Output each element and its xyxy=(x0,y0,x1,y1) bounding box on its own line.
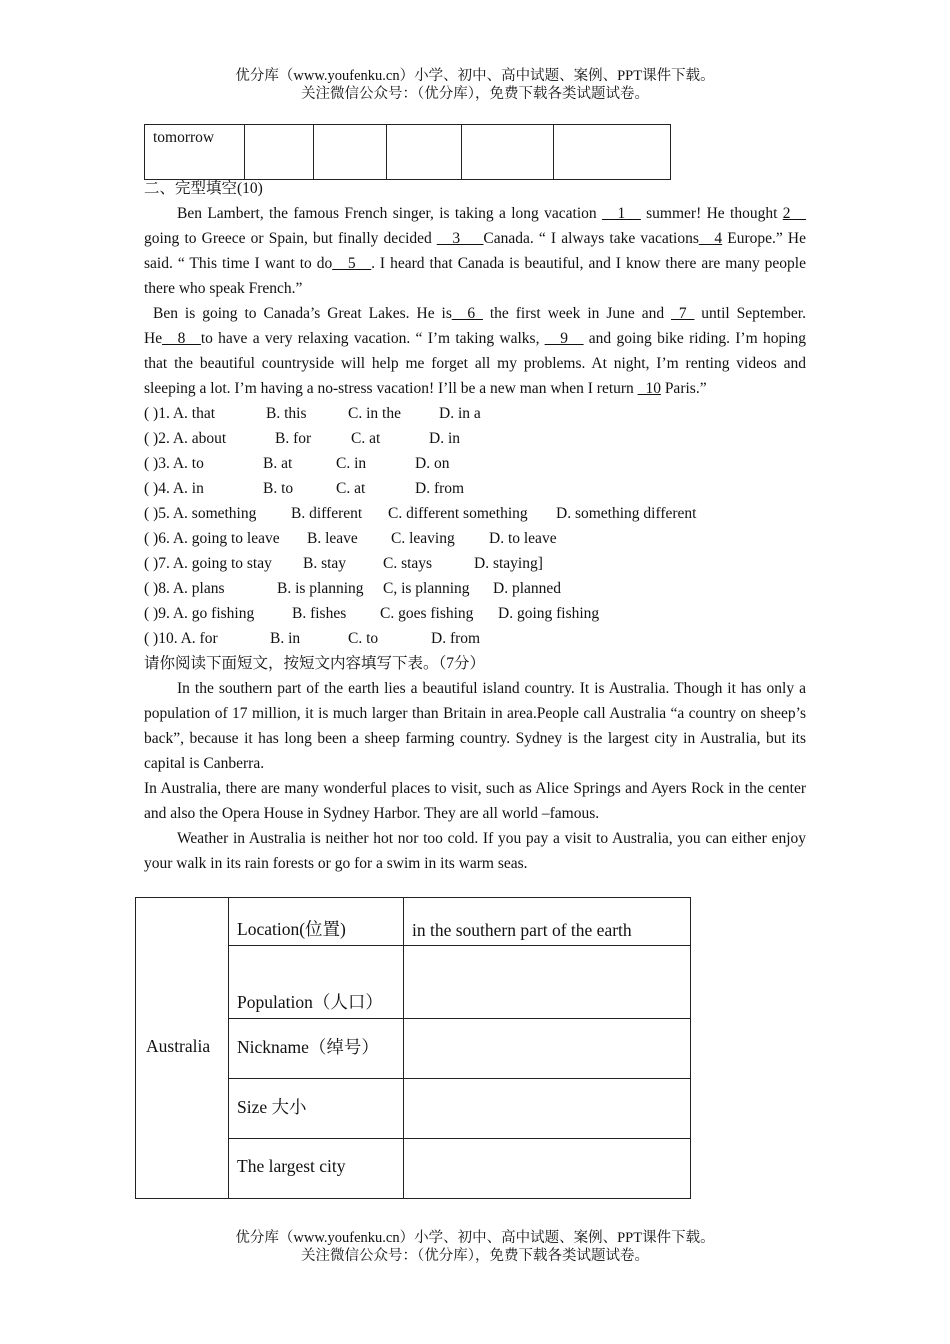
question-row xyxy=(144,626,806,651)
question-row xyxy=(144,551,806,576)
blank-segment: _10 xyxy=(637,380,661,397)
text-segment: . I heard that Canada is beautiful, and I know there are many people there who speak French.” xyxy=(144,255,806,297)
blank-segment: __4 xyxy=(698,230,723,247)
question-stem: ( )10. A. for xyxy=(144,630,218,647)
option-b: B. for xyxy=(275,430,312,447)
table-row xyxy=(136,898,691,946)
row-label-largest-city: The largest city xyxy=(229,1139,404,1199)
question-row xyxy=(144,501,806,526)
question-stem: ( )7. A. going to stay xyxy=(144,555,272,572)
blank-segment: __5__ xyxy=(332,255,372,272)
question-stem: ( )6. A. going to leave xyxy=(144,530,280,547)
option-c: C. at xyxy=(336,480,366,497)
blank-segment: __1__ xyxy=(602,205,641,222)
text-segment: Europe.” He said. “ This time I want to do xyxy=(144,230,807,272)
option-c: C. stays xyxy=(383,555,433,572)
country-cell: Australia xyxy=(136,898,229,1199)
option-c: C, is planning xyxy=(383,580,470,597)
row-value-largest-city xyxy=(404,1139,691,1199)
option-b: B. fishes xyxy=(292,605,347,622)
text-segment: and going bike riding. I’m hoping that the beautiful countryside will help me forget all my problems. At night, I’m renting videos and sleeping a lot. I’m having a no-stress vacation! I’ll be a new man when I return xyxy=(144,330,806,397)
cloze-heading: 二、完型填空(10) xyxy=(144,180,263,197)
document-body xyxy=(144,176,806,876)
row-value-nickname xyxy=(404,1019,691,1079)
question-stem: ( )1. A. that xyxy=(144,405,216,422)
reading-paragraph-1: In the southern part of the earth lies a beautiful island country. It is Australia. Though it has only a population of 17 million, it is much larger than Britain in area.People call Australia “a country on sheep’s back”, because it has long been a sheep farming country. Sydney is the largest city in Australia, but its capital is Canberra. xyxy=(144,680,806,772)
page-footer xyxy=(0,1229,950,1265)
blank-segment: _7_ xyxy=(671,305,695,322)
text-segment: going to Greece or Spain, but finally decided xyxy=(144,230,437,247)
blank-segment: __8__ xyxy=(162,330,201,347)
text-segment: until September. He xyxy=(144,305,806,347)
text-segment: Ben is going to Canada’s Great Lakes. He is xyxy=(153,305,452,322)
cloze-paragraph-1 xyxy=(144,201,806,301)
row-value-population xyxy=(404,946,691,1019)
text-segment: Canada. “ I always take vacations xyxy=(483,230,699,247)
row-value-location: in the southern part of the earth xyxy=(404,898,691,946)
option-d: D. in a xyxy=(439,405,481,422)
row-label-location: Location(位置) xyxy=(229,898,404,946)
page-header xyxy=(0,67,950,103)
option-d: D. to leave xyxy=(489,530,557,547)
table-row xyxy=(145,125,671,180)
table-cell xyxy=(245,125,314,180)
header-line-2: 关注微信公众号：（优分库），免费下载各类试题试卷。 xyxy=(301,86,649,102)
question-stem: ( )3. A. to xyxy=(144,455,204,472)
option-b: B. is planning xyxy=(277,580,364,597)
reading-instruction: 请你阅读下面短文，按短文内容填写下表。（7分） xyxy=(144,655,486,672)
blank-segment: 2__ xyxy=(782,205,806,222)
question-row xyxy=(144,601,806,626)
blank-segment: __3___ xyxy=(436,230,484,247)
text-segment: Ben Lambert, the famous French singer, is taking a long vacation xyxy=(177,205,603,222)
option-c: C. to xyxy=(348,630,379,647)
option-b: B. at xyxy=(263,455,293,472)
cloze-paragraph-2 xyxy=(144,301,806,401)
option-c: C. different something xyxy=(388,505,528,522)
option-b: B. to xyxy=(263,480,294,497)
option-b: B. this xyxy=(266,405,307,422)
footer-line-2: 关注微信公众号：（优分库），免费下载各类试题试卷。 xyxy=(301,1248,649,1264)
option-c: C. in xyxy=(336,455,367,472)
question-row xyxy=(144,576,806,601)
row-label-population: Population（人口） xyxy=(229,946,404,1019)
question-row xyxy=(144,426,806,451)
row-label-size: Size 大小 xyxy=(229,1079,404,1139)
question-row xyxy=(144,401,806,426)
option-d: D. going fishing xyxy=(498,605,600,622)
table-cell xyxy=(554,125,671,180)
question-stem: ( )8. A. plans xyxy=(144,580,225,597)
blank-segment: __6_ xyxy=(451,305,483,322)
table-cell xyxy=(314,125,387,180)
row-value-size xyxy=(404,1079,691,1139)
option-d: D. in xyxy=(429,430,460,447)
option-d: D. from xyxy=(415,480,465,497)
question-stem: ( )4. A. in xyxy=(144,480,204,497)
question-list xyxy=(144,401,806,651)
text-segment: the first week in June and xyxy=(482,305,672,322)
text-segment: to have a very relaxing vacation. “ I’m taking walks, xyxy=(200,330,545,347)
question-stem: ( )9. A. go fishing xyxy=(144,605,255,622)
option-b: B. stay xyxy=(303,555,347,572)
option-b: B. leave xyxy=(307,530,358,547)
option-c: C. leaving xyxy=(391,530,455,547)
header-line-1: 优分库（www.youfenku.cn）小学、初中、高中试题、案例、PPT课件下载。 xyxy=(235,68,715,84)
text-segment: Paris.” xyxy=(660,380,707,397)
question-row xyxy=(144,451,806,476)
option-d: D. staying] xyxy=(474,555,543,572)
question-stem: ( )5. A. something xyxy=(144,505,257,522)
reading-paragraph-2: In Australia, there are many wonderful places to visit, such as Alice Springs and Ayers Rock in the center and also the Opera House in Sydney Harbor. They are all world –famous. xyxy=(144,780,806,822)
option-d: D. something different xyxy=(556,505,697,522)
question-stem: ( )2. A. about xyxy=(144,430,227,447)
option-c: C. at xyxy=(351,430,381,447)
option-b: B. in xyxy=(270,630,301,647)
row-label-nickname: Nickname（绰号） xyxy=(229,1019,404,1079)
blank-segment: __9__ xyxy=(544,330,584,347)
text-segment: summer! He thought xyxy=(640,205,783,222)
option-d: D. on xyxy=(415,455,450,472)
table-cell xyxy=(462,125,554,180)
option-c: C. in the xyxy=(348,405,401,422)
footer-line-1: 优分库（www.youfenku.cn）小学、初中、高中试题、案例、PPT课件下载。 xyxy=(235,1230,715,1246)
question-row xyxy=(144,526,806,551)
option-d: D. planned xyxy=(493,580,562,597)
answer-grid-table xyxy=(144,124,671,180)
option-c: C. goes fishing xyxy=(380,605,474,622)
table-cell xyxy=(387,125,462,180)
australia-info-table xyxy=(135,897,691,1199)
table-cell-tomorrow: tomorrow xyxy=(145,125,245,180)
option-d: D. from xyxy=(431,630,481,647)
option-b: B. different xyxy=(291,505,363,522)
reading-paragraph-3: Weather in Australia is neither hot nor too cold. If you pay a visit to Australia, you can either enjoy your walk in its rain forests or go for a swim in its warm seas. xyxy=(144,830,806,872)
question-row xyxy=(144,476,806,501)
